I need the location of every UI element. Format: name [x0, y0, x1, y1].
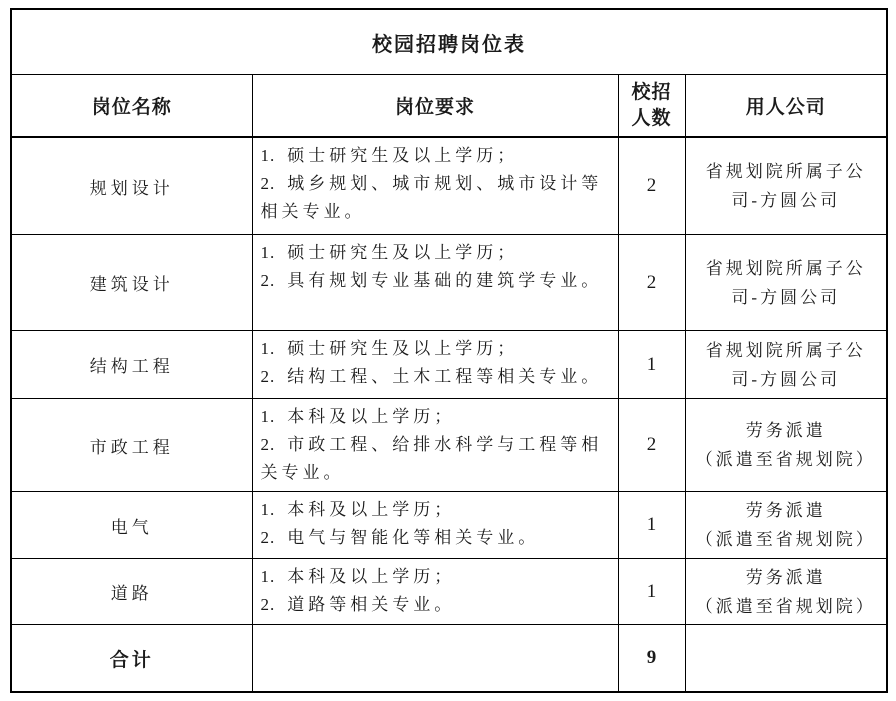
- company-line: （派遣至省规划院）: [695, 596, 876, 616]
- requirement-item: [261, 403, 609, 431]
- requirement-text: 市政工程、给排水科学与工程等相关专业。: [260, 435, 603, 482]
- requirement-number: 2.: [260, 528, 276, 547]
- position-cell: 建筑设计: [11, 235, 252, 331]
- requirement-item: [261, 591, 609, 619]
- requirement-number: 1.: [260, 567, 276, 586]
- requirement-text: 电气与智能化等相关专业。: [287, 528, 540, 547]
- requirement-number: 2.: [260, 174, 276, 193]
- requirements-cell: [252, 235, 618, 331]
- table-row: [11, 235, 887, 331]
- headcount-cell: 1: [618, 559, 685, 625]
- company-line: 劳务派遣: [745, 421, 826, 440]
- company-line: 省规划院所属子公: [705, 162, 866, 181]
- requirement-text: 本科及以上学历；: [287, 500, 456, 519]
- requirement-item: [261, 496, 609, 524]
- requirement-item: [261, 335, 609, 363]
- company-line: 司-方圆公司: [731, 369, 841, 389]
- requirement-text: 硕士研究生及以上学历；: [287, 146, 519, 165]
- requirement-item: [261, 431, 609, 487]
- requirements-cell: [252, 492, 618, 559]
- requirement-item: [261, 142, 609, 170]
- requirement-number: 1.: [260, 339, 276, 358]
- company-cell: [685, 331, 887, 399]
- requirement-text: 具有规划专业基础的建筑学专业。: [287, 271, 603, 290]
- requirement-item: [261, 170, 609, 226]
- requirement-item: [261, 363, 609, 391]
- requirement-text: 硕士研究生及以上学历；: [287, 339, 519, 358]
- requirement-number: 2.: [260, 367, 276, 386]
- total-label: 合计: [11, 625, 252, 693]
- company-line: 司-方圆公司: [731, 287, 841, 307]
- company-cell: [685, 399, 887, 492]
- headcount-cell: 2: [618, 399, 685, 492]
- header-company: 用人公司: [685, 75, 887, 138]
- requirements-cell: [252, 559, 618, 625]
- requirement-number: 2.: [260, 271, 276, 290]
- total-headcount: 9: [618, 625, 685, 693]
- requirement-text: 硕士研究生及以上学历；: [287, 243, 519, 262]
- headcount-cell: 1: [618, 331, 685, 399]
- recruitment-table: [10, 8, 888, 693]
- company-line: 省规划院所属子公: [705, 340, 866, 360]
- requirement-number: 1.: [260, 407, 276, 426]
- requirement-item: [261, 267, 609, 295]
- headcount-cell: 2: [618, 137, 685, 235]
- requirement-number: 1.: [260, 243, 276, 262]
- position-cell: 规划设计: [11, 137, 252, 235]
- company-line: 司-方圆公司: [731, 191, 841, 210]
- headcount-cell: 2: [618, 235, 685, 331]
- table-row: [11, 137, 887, 235]
- requirement-text: 本科及以上学历；: [287, 407, 456, 426]
- table-row: [11, 331, 887, 399]
- table-row: [11, 559, 887, 625]
- company-line: 劳务派遣: [745, 567, 826, 587]
- requirement-number: 2.: [260, 435, 276, 454]
- company-cell: [685, 492, 887, 559]
- total-row: [11, 625, 887, 693]
- table-title-row: [11, 9, 887, 75]
- header-position: 岗位名称: [11, 75, 252, 138]
- requirement-text: 本科及以上学历；: [287, 567, 456, 586]
- company-line: 省规划院所属子公: [705, 258, 866, 278]
- company-cell: [685, 137, 887, 235]
- table-title: 校园招聘岗位表: [11, 9, 887, 75]
- table-header-row: [11, 75, 887, 138]
- requirement-item: [261, 239, 609, 267]
- total-company-empty: [685, 625, 887, 693]
- requirement-item: [261, 524, 609, 552]
- company-line: （派遣至省规划院）: [695, 530, 876, 549]
- position-cell: 电气: [11, 492, 252, 559]
- header-headcount: 校招人数: [618, 75, 685, 138]
- requirements-cell: [252, 137, 618, 235]
- position-cell: 道路: [11, 559, 252, 625]
- header-requirements: 岗位要求: [252, 75, 618, 138]
- company-line: （派遣至省规划院）: [695, 450, 876, 469]
- requirement-item: [261, 563, 609, 591]
- table-row: [11, 492, 887, 559]
- position-cell: 市政工程: [11, 399, 252, 492]
- company-line: 劳务派遣: [745, 501, 826, 520]
- position-cell: 结构工程: [11, 331, 252, 399]
- requirements-cell: [252, 399, 618, 492]
- total-requirements-empty: [252, 625, 618, 693]
- requirement-text: 城乡规划、城市规划、城市设计等相关专业。: [260, 174, 603, 221]
- table-row: [11, 399, 887, 492]
- headcount-cell: 1: [618, 492, 685, 559]
- requirement-number: 1.: [260, 146, 276, 165]
- requirement-text: 结构工程、土木工程等相关专业。: [287, 367, 603, 386]
- requirement-text: 道路等相关专业。: [287, 595, 456, 614]
- company-cell: [685, 559, 887, 625]
- requirement-number: 1.: [260, 500, 276, 519]
- company-cell: [685, 235, 887, 331]
- requirements-cell: [252, 331, 618, 399]
- requirement-number: 2.: [260, 595, 276, 614]
